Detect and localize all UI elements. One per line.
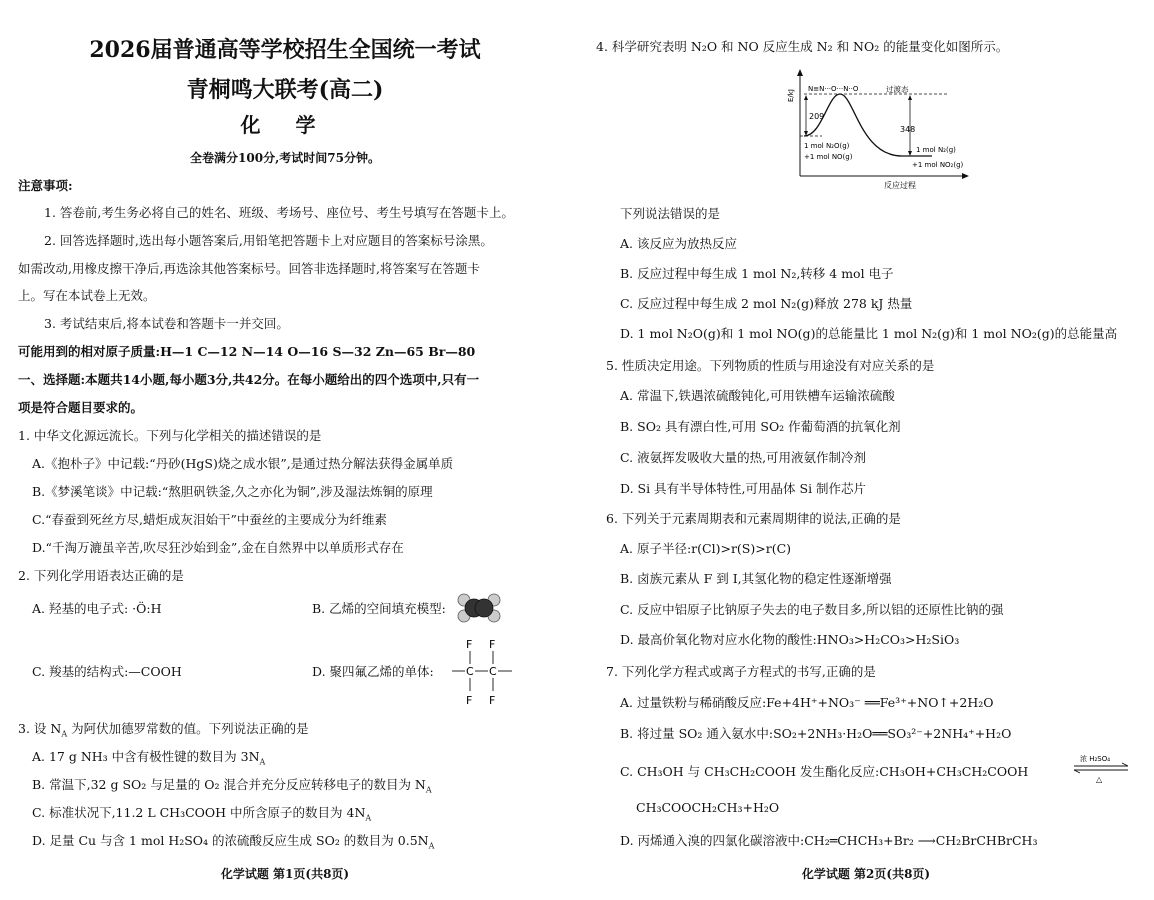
fluorine-atom: F (489, 638, 496, 651)
q3-option-a (32, 749, 265, 771)
page-2-footer: 化学试题 第2页(共8页) (801, 867, 931, 881)
q3-option-c-text: C. 标准状况下,11.2 L CH₃COOH 中所含原子的数目为 4N (32, 805, 366, 820)
q5-stem: 5. 性质决定用途。下列物质的性质与用途没有对应关系的是 (606, 358, 935, 373)
fluorine-atom: F (466, 638, 473, 651)
q2-stem: 2. 下列化学用语表达正确的是 (18, 568, 184, 583)
q2-option-a (32, 601, 162, 617)
q7-option-b: B. 将过量 SO₂ 通入氨水中:SO₂+2NH₃·H₂O══SO₃²⁻+2NH₄⁺+H₂O (620, 726, 1012, 741)
q6-option-a: A. 原子半径:r(Cl)>r(S)>r(C) (620, 541, 792, 556)
q3-option-d (32, 833, 434, 855)
product-label-2: +1 mol NO₂(g) (912, 161, 964, 169)
reactant-label-1: 1 mol N₂O(g) (804, 142, 850, 150)
q3-option-b-text: B. 常温下,32 g SO₂ 与足量的 O₂ 混合并充分反应转移电子的数目为 N (32, 777, 426, 792)
notice-2-cont: 如需改动,用橡皮擦干净后,再选涂其他答案标号。回答非选择题时,将答案写在答题卡 (18, 261, 480, 276)
arrow-down-icon (908, 151, 912, 156)
q7-option-d: D. 丙烯通入溴的四氯化碳溶液中:CH₂═CHCH₃+Br₂ ⟶CH₂BrCHBrCH₃ (620, 833, 1038, 848)
heat-symbol: △ (1096, 775, 1103, 784)
q2-option-b (312, 601, 446, 617)
hydroxyl-electron-formula: ·Ö:H (132, 601, 162, 616)
q6-option-d: D. 最高价氧化物对应水化物的酸性:HNO₃>H₂CO₃>H₂SiO₃ (620, 632, 960, 647)
q2-option-a-label: A. 羟基的电子式: (32, 601, 129, 616)
page-1-footer: 化学试题 第1页(共8页) (220, 867, 350, 881)
q3-option-c (32, 805, 371, 827)
arrow-left-icon (1074, 770, 1080, 773)
q6-option-b: B. 卤族元素从 F 到 I,其氢化物的稳定性逐渐增强 (620, 571, 892, 586)
x-axis-arrow-icon (962, 173, 969, 179)
q1-option-d: D.“千淘万漉虽辛苦,吹尽狂沙始到金”,金在自然界中以单质形式存在 (32, 540, 404, 555)
avogadro-sub: A (365, 813, 372, 823)
fluorine-atom: F (489, 694, 496, 707)
y-axis-label: E/kJ (787, 89, 795, 102)
q1-option-a: A.《抱朴子》中记载:“丹砂(HgS)烧之成水银”,是通过热分解法获得金属单质 (32, 456, 454, 471)
q4-option-a: A. 该反应为放热反应 (620, 236, 737, 251)
avogadro-sub: A (259, 757, 266, 767)
tetrafluoroethylene-structure (450, 636, 516, 708)
q4-option-c: C. 反应过程中每生成 2 mol N₂(g)释放 278 kJ 热量 (620, 296, 913, 311)
avogadro-sub: A (425, 785, 432, 795)
q3-stem-text: 3. 设 N (18, 721, 62, 736)
ethylene-space-filling-model (456, 593, 502, 623)
x-axis-label: 反应过程 (884, 181, 916, 190)
q1-option-b: B.《梦溪笔谈》中记载:“熬胆矾铁釜,久之亦化为铜”,涉及湿法炼铜的原理 (32, 484, 433, 499)
ea-reverse-value: 348 (900, 125, 916, 134)
section-heading: 一、选择题:本题共14小题,每小题3分,共42分。在每小题给出的四个选项中,只有一 (18, 372, 480, 387)
arrow-right-icon (1122, 763, 1128, 766)
energy-diagram (782, 64, 972, 194)
q3-option-d-text: D. 足量 Cu 与含 1 mol H₂SO₄ 的浓硫酸反应生成 SO₂ 的数目为 0.5N (32, 833, 429, 848)
q7-stem: 7. 下列化学方程式或离子方程式的书写,正确的是 (606, 664, 876, 679)
subject-title: 化 学 (240, 113, 330, 137)
catalyst-label: 浓 H₂SO₄ (1080, 755, 1111, 763)
q2-option-c: C. 羧基的结构式:—COOH (32, 664, 182, 679)
q3-stem (18, 721, 309, 743)
q4-option-b: B. 反应过程中每生成 1 mol N₂,转移 4 mol 电子 (620, 266, 894, 281)
arrow-up-icon (908, 95, 912, 100)
notice-3: 3. 考试结束后,将本试卷和答题卡一并交回。 (44, 316, 289, 331)
q7-option-a: A. 过量铁粉与稀硝酸反应:Fe+4H⁺+NO₃⁻ ══Fe³⁺+NO↑+2H₂O (620, 695, 994, 710)
q5-option-a: A. 常温下,铁遇浓硫酸钝化,可用铁槽车运输浓硫酸 (620, 388, 895, 403)
q7-option-c: C. CH₃OH 与 CH₃CH₂COOH 发生酯化反应:CH₃OH+CH₃CH₂COOH (620, 764, 1029, 779)
product-label-1: 1 mol N₂(g) (916, 146, 956, 154)
reversible-arrow (1072, 752, 1132, 788)
y-axis-arrow-icon (797, 69, 803, 76)
q6-option-c: C. 反应中铝原子比钠原子失去的电子数目多,所以铝的还原性比钠的强 (620, 602, 1004, 617)
q3-stem-tail: 为阿伏加德罗常数的值。下列说法正确的是 (67, 721, 309, 736)
q4-option-d: D. 1 mol N₂O(g)和 1 mol NO(g)的总能量比 1 mol N₂(g)和 1 mol NO₂(g)的总能量高 (620, 326, 1118, 341)
q1-stem: 1. 中华文化源远流长。下列与化学相关的描述错误的是 (18, 428, 322, 443)
reactant-label-2: +1 mol NO(g) (804, 153, 853, 161)
q4-prompt: 下列说法错误的是 (620, 206, 721, 221)
q3-stem-sub: A (61, 729, 68, 739)
q5-option-b: B. SO₂ 具有漂白性,可用 SO₂ 作葡萄酒的抗氧化剂 (620, 419, 901, 434)
transition-state-structure: N≡N···O···N··O (808, 85, 859, 93)
carbon-atom: C (489, 665, 497, 678)
q6-stem: 6. 下列关于元素周期表和元素周期律的说法,正确的是 (606, 511, 901, 526)
exam-subtitle: 青桐鸣大联考(高二) (186, 77, 384, 103)
q2-option-b-label: B. 乙烯的空间填充模型: (312, 601, 446, 616)
transition-state-label: 过渡态 (886, 85, 909, 94)
q4-stem: 4. 科学研究表明 N₂O 和 NO 反应生成 N₂ 和 NO₂ 的能量变化如图所示。 (596, 39, 1009, 54)
notice-2: 2. 回答选择题时,选出每小题答案后,用铅笔把答题卡上对应题目的答案标号涂黑。 (44, 233, 493, 248)
notice-heading: 注意事项: (18, 178, 73, 193)
atomic-masses: 可能用到的相对原子质量:H—1 C—12 N—14 O—16 S—32 Zn—65 Br—80 (18, 344, 476, 359)
q2-option-d-label: D. 聚四氟乙烯的单体: (312, 664, 434, 679)
fluorine-atom: F (466, 694, 473, 707)
ea-forward-value: 209 (809, 112, 825, 121)
q3-option-a-text: A. 17 g NH₃ 中含有极性键的数目为 3N (32, 749, 260, 764)
q5-option-d: D. Si 具有半导体特性,可用晶体 Si 制作芯片 (620, 481, 867, 496)
arrow-up-icon (804, 95, 808, 100)
q7-option-c-product: CH₃COOCH₂CH₃+H₂O (636, 800, 780, 815)
exam-info: 全卷满分100分,考试时间75分钟。 (190, 151, 380, 165)
notice-2-end: 上。写在本试卷上无效。 (18, 288, 156, 303)
q5-option-c: C. 液氨挥发吸收大量的热,可用液氨作制冷剂 (620, 450, 867, 465)
q1-option-c: C.“春蚕到死丝方尽,蜡炬成灰泪始干”中蚕丝的主要成分为纤维素 (32, 512, 387, 527)
notice-1: 1. 答卷前,考生务必将自己的姓名、班级、考场号、座位号、考生号填写在答题卡上。 (44, 205, 514, 220)
carbon-atom: C (466, 665, 474, 678)
q2-option-d (312, 664, 434, 680)
exam-title: 2026届普通高等学校招生全国统一考试 (89, 37, 481, 63)
avogadro-sub: A (428, 841, 435, 851)
section-heading-cont: 项是符合题目要求的。 (18, 400, 144, 415)
q3-option-b (32, 777, 432, 799)
